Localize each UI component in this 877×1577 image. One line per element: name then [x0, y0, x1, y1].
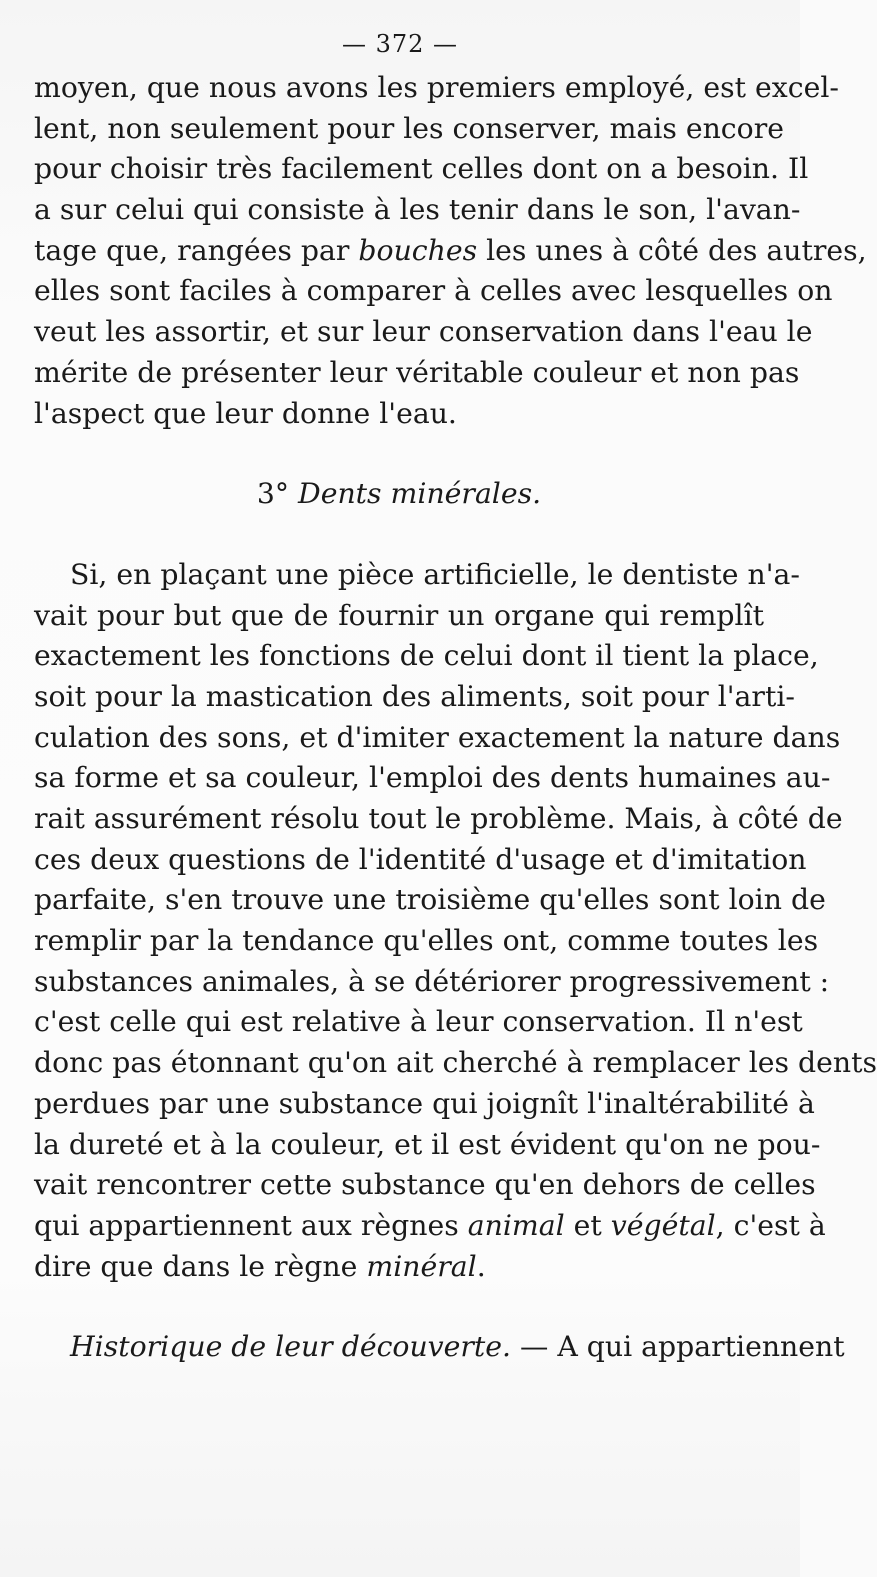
- paragraph-2-line: vait pour but que de fournir un organe qui remplît: [34, 598, 764, 632]
- paragraph-2: [34, 555, 877, 1287]
- paragraph-2-line: donc pas étonnant qu'on ait cherché à remplacer les dents: [34, 1046, 877, 1080]
- text-run: les unes à côté des autres,: [477, 233, 867, 267]
- body-text: [34, 68, 877, 1368]
- paragraph-2-line: exactement les fonctions de celui dont il tient la place,: [34, 639, 819, 673]
- paragraph-1-line: mérite de présenter leur véritable couleur et non pas: [34, 355, 800, 389]
- paragraph-2-line: vait rencontrer cette substance qu'en dehors de celles: [34, 1168, 816, 1202]
- paragraph-1-line: pour choisir très facilement celles dont on a besoin. Il: [34, 152, 809, 186]
- paragraph-1-line: a sur celui qui consiste à les tenir dans le son, l'avan-: [34, 193, 801, 227]
- paragraph-2-line: culation des sons, et d'imiter exactement la nature dans: [34, 720, 841, 754]
- paragraph-1-line: veut les assortir, et sur leur conservation dans l'eau le: [34, 315, 813, 349]
- paragraph-2-line: soit pour la mastication des aliments, soit pour l'arti-: [34, 679, 795, 713]
- section-title: Dents minérales.: [298, 477, 542, 511]
- paragraph-1-line: elles sont faciles à comparer à celles avec lesquelles on: [34, 274, 833, 308]
- text-run: .: [476, 1249, 486, 1283]
- paragraph-1-line: moyen, que nous avons les premiers employé, est excel-: [34, 71, 839, 104]
- subsection-title: Historique de leur découverte.: [70, 1330, 512, 1364]
- italic-term: bouches: [358, 233, 478, 267]
- paragraph-1-line: [34, 231, 867, 272]
- text-run: qui appartiennent aux règnes: [34, 1208, 468, 1242]
- paragraph-2-line: c'est celle qui est relative à leur conservation. Il n'est: [34, 1005, 803, 1039]
- italic-term: végétal: [610, 1208, 716, 1242]
- italic-term: minéral: [366, 1249, 477, 1283]
- paragraph-2-line: parfaite, s'en trouve une troisième qu'elles sont loin de: [34, 883, 826, 917]
- italic-term: animal: [467, 1208, 565, 1242]
- paragraph-2-line: la dureté et à la couleur, et il est évident qu'on ne pou-: [34, 1127, 821, 1161]
- paragraph-2-line: remplir par la tendance qu'elles ont, comme toutes les: [34, 924, 819, 958]
- page-number: — 372 —: [341, 30, 459, 58]
- paragraph-1-line: l'aspect que leur donne l'eau.: [34, 396, 457, 430]
- paragraph-2-line: rait assurément résolu tout le problème. Mais, à côté de: [34, 802, 843, 835]
- paragraph-2-line: Si, en plaçant une pièce artificielle, le dentiste n'a-: [70, 557, 800, 591]
- section-number: 3°: [256, 477, 290, 511]
- paragraph-3-line: [34, 1327, 845, 1368]
- text-run: dire que dans le règne: [34, 1249, 367, 1283]
- paragraph-2-line: [34, 1206, 826, 1247]
- text-run: et: [564, 1208, 611, 1242]
- paragraph-2-line: [34, 1247, 764, 1288]
- paragraph-1: [34, 68, 867, 434]
- paragraph-2-line: perdues par une substance qui joignît l'inaltérabilité à: [34, 1086, 815, 1120]
- paragraph-2-line: substances animales, à se détériorer progressivement :: [34, 964, 830, 998]
- paragraph-2-line: sa forme et sa couleur, l'emploi des dents humaines au-: [34, 761, 831, 795]
- section-heading: [34, 474, 764, 515]
- text-run: , c'est à: [715, 1208, 826, 1242]
- paragraph-1-line: lent, non seulement pour les conserver, mais encore: [34, 111, 784, 145]
- text-run: tage que, rangées par: [34, 233, 359, 267]
- paragraph-3-text: — A qui appartiennent: [511, 1330, 845, 1364]
- paragraph-2-line: ces deux questions de l'identité d'usage et d'imitation: [34, 842, 807, 876]
